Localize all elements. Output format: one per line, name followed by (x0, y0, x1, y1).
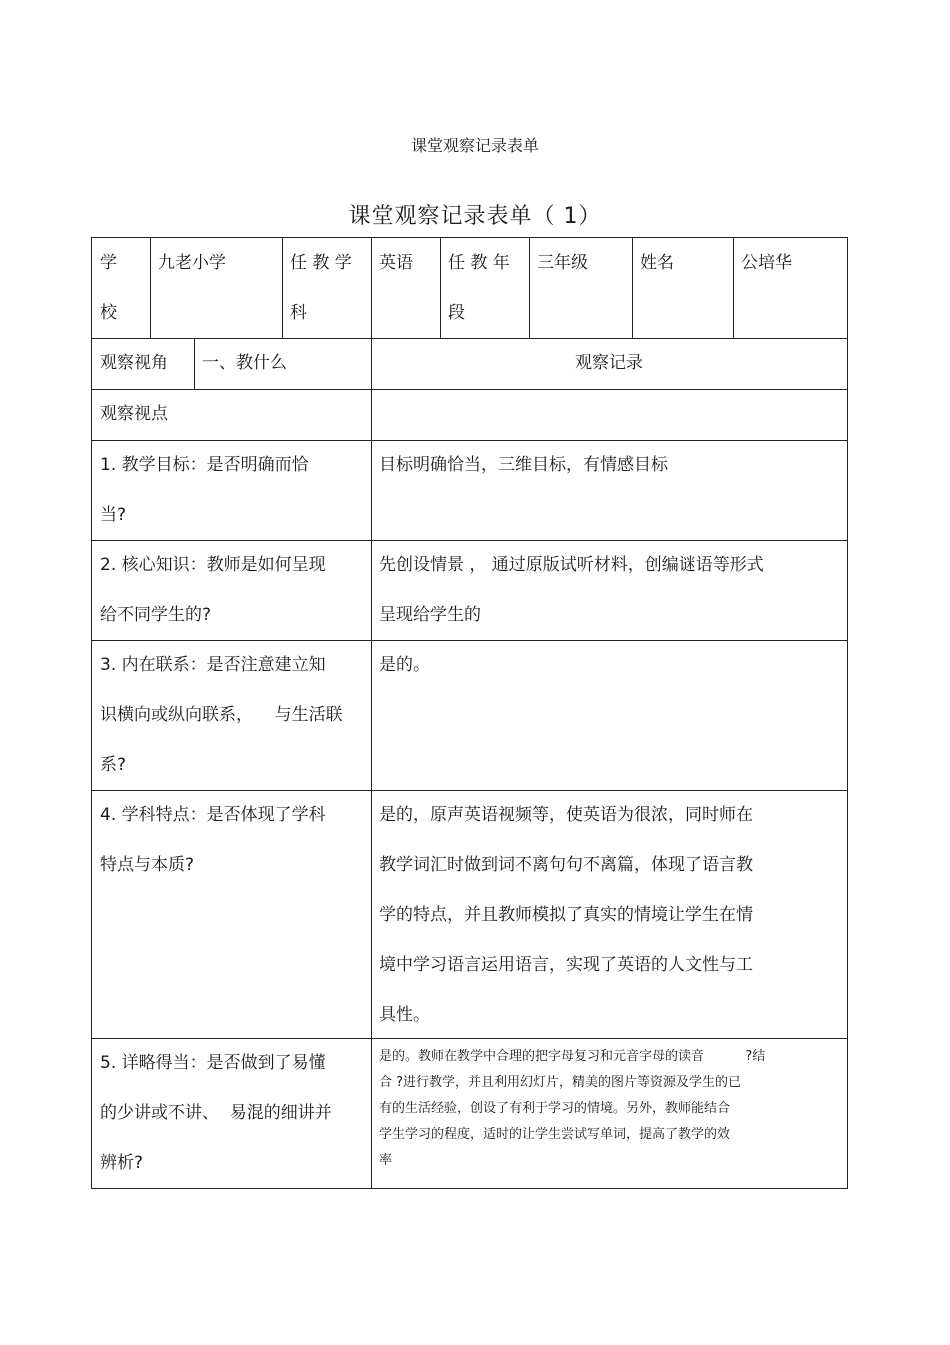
question-3-line: 3. 内在联系：是否注意建立知 (100, 655, 326, 675)
answer-4-line: 是的，原声英语视频等，使英语为很浓，同时师在 (379, 805, 753, 825)
question-2-line: 给不同学生的? (100, 605, 212, 625)
viewpoint-label: 观察视点 (100, 404, 168, 424)
observation-table (91, 237, 848, 1189)
question-5-line: 辨析? (100, 1153, 144, 1173)
name-label: 姓名 (640, 253, 674, 273)
name-value: 公培华 (741, 253, 792, 273)
school-value: 九老小学 (158, 253, 226, 273)
answer-5-line: 是的。教师在教学中合理的把字母复习和元音字母的读音 ?结 (379, 1049, 766, 1064)
answer-3 (371, 640, 847, 790)
question-2 (92, 540, 371, 640)
question-1 (92, 440, 371, 540)
question-5-line: 5. 详略得当：是否做到了易懂 (100, 1053, 326, 1073)
record-header: 观察记录 (575, 353, 643, 373)
question-4 (92, 790, 371, 1038)
question-2-line: 2. 核心知识：教师是如何呈现 (100, 555, 326, 575)
answer-1-line: 目标明确恰当，三维目标，有情感目标 (379, 455, 668, 475)
subject-label-line2: 科 (290, 303, 307, 323)
question-4-line: 特点与本质? (100, 855, 195, 875)
angle-value: 一、教什么 (202, 353, 287, 373)
subject-label-line1: 任 教 学 (290, 253, 352, 273)
answer-4-line: 教学词汇时做到词不离句句不离篇，体现了语言教 (379, 855, 753, 875)
form-title: 课堂观察记录表单（ 1） (348, 204, 602, 229)
answer-5 (371, 1038, 847, 1188)
grade-label-line2: 段 (448, 303, 465, 323)
answer-5-line: 学生学习的程度，适时的让学生尝试写单词，提高了教学的效 (379, 1127, 731, 1142)
subject-label (282, 238, 371, 338)
answer-5-line: 有的生活经验，创设了有利于学习的情境。另外，教师能结合 (379, 1101, 731, 1116)
school-label-line1: 学 (100, 253, 117, 273)
grade-value: 三年级 (537, 253, 588, 273)
question-1-line: 当? (100, 505, 127, 525)
answer-3-line: 是的。 (379, 655, 430, 675)
answer-1 (371, 440, 847, 540)
question-1-line: 1. 教学目标：是否明确而恰 (100, 455, 309, 475)
question-5 (92, 1038, 371, 1188)
page-header-title: 课堂观察记录表单 (410, 136, 539, 155)
answer-2 (371, 540, 847, 640)
grade-label (440, 238, 529, 338)
question-3-line: 识横向或纵向联系， 与生活联 (100, 705, 343, 725)
answer-5-line: 合 ?进行教学，并且利用幻灯片，精美的图片等资源及学生的已 (379, 1075, 742, 1090)
grade-label-line1: 任 教 年 (448, 253, 510, 273)
question-3-line: 系? (100, 755, 127, 775)
answer-5-line: 率 (379, 1153, 393, 1168)
angle-label: 观察视角 (100, 353, 168, 373)
answer-2-line: 呈现给学生的 (379, 605, 481, 625)
question-4-line: 4. 学科特点：是否体现了学科 (100, 805, 326, 825)
subject-value: 英语 (379, 253, 413, 273)
answer-2-line: 先创设情景 ， 通过原版试听材料，创编谜语等形式 (379, 555, 764, 575)
school-label (92, 238, 150, 338)
school-label-line2: 校 (100, 303, 117, 323)
answer-4-line: 境中学习语言运用语言，实现了英语的人文性与工 (379, 955, 753, 975)
question-5-line: 的少讲或不讲、 易混的细讲并 (100, 1103, 332, 1123)
answer-4-line: 学的特点，并且教师模拟了真实的情境让学生在情 (379, 905, 753, 925)
answer-4 (371, 790, 847, 1038)
answer-4-line: 具性。 (379, 1005, 430, 1025)
question-3 (92, 640, 371, 790)
